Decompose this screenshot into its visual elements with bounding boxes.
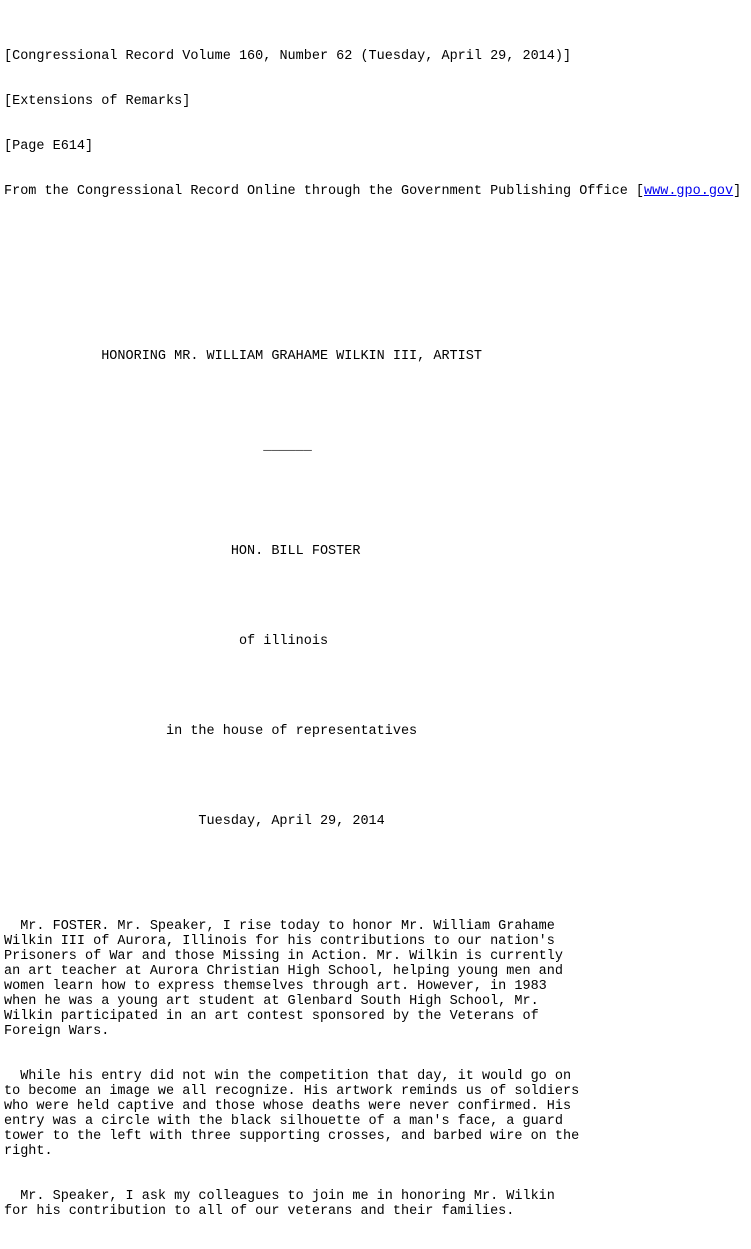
gpo-gov-link[interactable]: www.gpo.gov (644, 184, 734, 199)
source-line-prefix: From the Congressional Record Online through the Government Publishing Office [ (4, 184, 645, 199)
section-header-line: [Extensions of Remarks] (4, 94, 191, 109)
volume-header-line: [Congressional Record Volume 160, Number 62 (Tuesday, April 29, 2014)] (4, 49, 572, 64)
source-line-suffix: ] (733, 184, 742, 199)
article-title: HONORING MR. WILLIAM GRAHAME WILKIN III, ARTIST (101, 349, 482, 364)
paragraph-2: While his entry did not win the competition that day, it would go on to become an image we all recognize. His artwork reminds us of soldiers who were held captive and those whose deaths were never confirmed. His entry was a circle with the black silhouette of a man's face, a guard tower to the left with three supporting crosses, and barbed wire on the right. (4, 1069, 580, 1159)
spacer (4, 484, 747, 514)
page-number-line: [Page E614] (4, 139, 94, 154)
paragraph-3: Mr. Speaker, I ask my colleagues to join me in honoring Mr. Wilkin for his contribution to all of our veterans and their families. (4, 1189, 555, 1219)
chamber-line: in the house of representatives (166, 724, 418, 739)
separator-rule: ______ (263, 439, 312, 454)
spacer (4, 589, 747, 604)
spacer (4, 244, 747, 304)
date-line: Tuesday, April 29, 2014 (198, 814, 385, 829)
paragraph-1: Mr. FOSTER. Mr. Speaker, I rise today to honor Mr. William Grahame Wilkin III of Aurora, Illinois for his contributions to our nation's Prisoners of War and those Missing in Action. Mr. Wilkin is currently an art teacher at Aurora Christian High School, helping young men and women learn how to express themselves through art. However, in 1983 when he was a young art student at Glenbard South High School, Mr. Wilkin participated in an art contest sponsored by the Veterans of Foreign Wars. (4, 919, 563, 1039)
source-line (4, 184, 747, 199)
spacer (4, 679, 747, 694)
spacer (4, 394, 747, 409)
spacer (4, 769, 747, 784)
speaker-name: HON. BILL FOSTER (230, 544, 361, 559)
speaker-state: of illinois (238, 634, 329, 649)
spacer (4, 859, 747, 874)
